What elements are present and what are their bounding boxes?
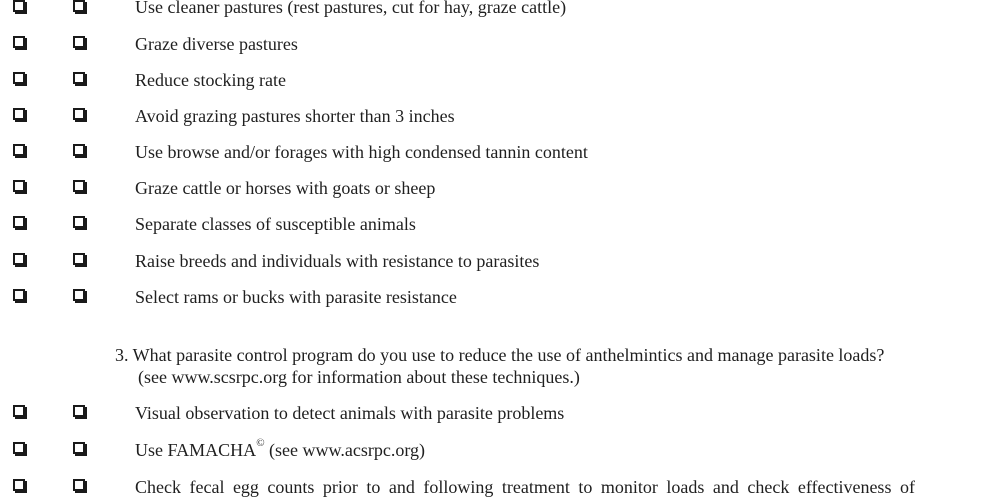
checkbox-col1[interactable] (13, 144, 25, 156)
checkbox-col2[interactable] (73, 479, 85, 491)
famacha-link-note: (see www.acsrpc.org) (264, 440, 425, 460)
list-item (0, 69, 1000, 93)
checkbox-col1[interactable] (13, 36, 25, 48)
list-item (0, 439, 1000, 463)
question-3: 3. What parasite control program do you use to reduce the use of anthelmintics and manage parasite loads? (115, 345, 885, 365)
checkbox-col1[interactable] (13, 180, 25, 192)
checkbox-col2[interactable] (73, 289, 85, 301)
famacha-label: Use FAMACHA (135, 440, 257, 460)
list-item-label (135, 439, 425, 461)
checkbox-col1[interactable] (13, 479, 25, 491)
list-item-label: Avoid grazing pastures shorter than 3 inches (135, 106, 455, 126)
list-item-label: Check fecal egg counts prior to and following treatment to monitor loads and check effectiveness of (135, 477, 915, 497)
list-item (0, 141, 1000, 165)
list-item (0, 105, 1000, 129)
list-item (0, 476, 1000, 500)
list-item (0, 250, 1000, 274)
list-item (0, 213, 1000, 237)
list-item-label: Separate classes of susceptible animals (135, 214, 416, 234)
checkbox-col2[interactable] (73, 36, 85, 48)
checkbox-col2[interactable] (73, 72, 85, 84)
checkbox-col1[interactable] (13, 216, 25, 228)
checkbox-col2[interactable] (73, 108, 85, 120)
checkbox-col1[interactable] (13, 405, 25, 417)
checkbox-col1[interactable] (13, 253, 25, 265)
checkbox-col2[interactable] (73, 442, 85, 454)
checkbox-col1[interactable] (13, 108, 25, 120)
list-item (0, 0, 1000, 21)
checkbox-col2[interactable] (73, 0, 85, 12)
checkbox-col1[interactable] (13, 72, 25, 84)
checkbox-col2[interactable] (73, 180, 85, 192)
list-item (0, 286, 1000, 310)
list-item-label: Select rams or bucks with parasite resistance (135, 287, 457, 307)
checkbox-col2[interactable] (73, 253, 85, 265)
list-item-label: Use browse and/or forages with high condensed tannin content (135, 142, 588, 162)
list-item-label: Visual observation to detect animals with parasite problems (135, 403, 565, 423)
checkbox-col2[interactable] (73, 216, 85, 228)
checkbox-col1[interactable] (13, 289, 25, 301)
list-item-label: Graze diverse pastures (135, 34, 298, 54)
list-item-label: Graze cattle or horses with goats or sheep (135, 178, 436, 198)
checkbox-col2[interactable] (73, 144, 85, 156)
checkbox-col1[interactable] (13, 442, 25, 454)
list-item (0, 177, 1000, 201)
list-item (0, 33, 1000, 57)
list-item-label: Reduce stocking rate (135, 70, 286, 90)
checkbox-col1[interactable] (13, 0, 25, 12)
list-item-label: Use cleaner pastures (rest pastures, cut for hay, graze cattle) (135, 0, 567, 17)
question-3-note: (see www.scsrpc.org for information about these techniques.) (138, 367, 580, 387)
list-item (0, 402, 1000, 426)
checkbox-col2[interactable] (73, 405, 85, 417)
list-item-label: Raise breeds and individuals with resistance to parasites (135, 251, 540, 271)
copyright-mark: © (256, 437, 265, 449)
